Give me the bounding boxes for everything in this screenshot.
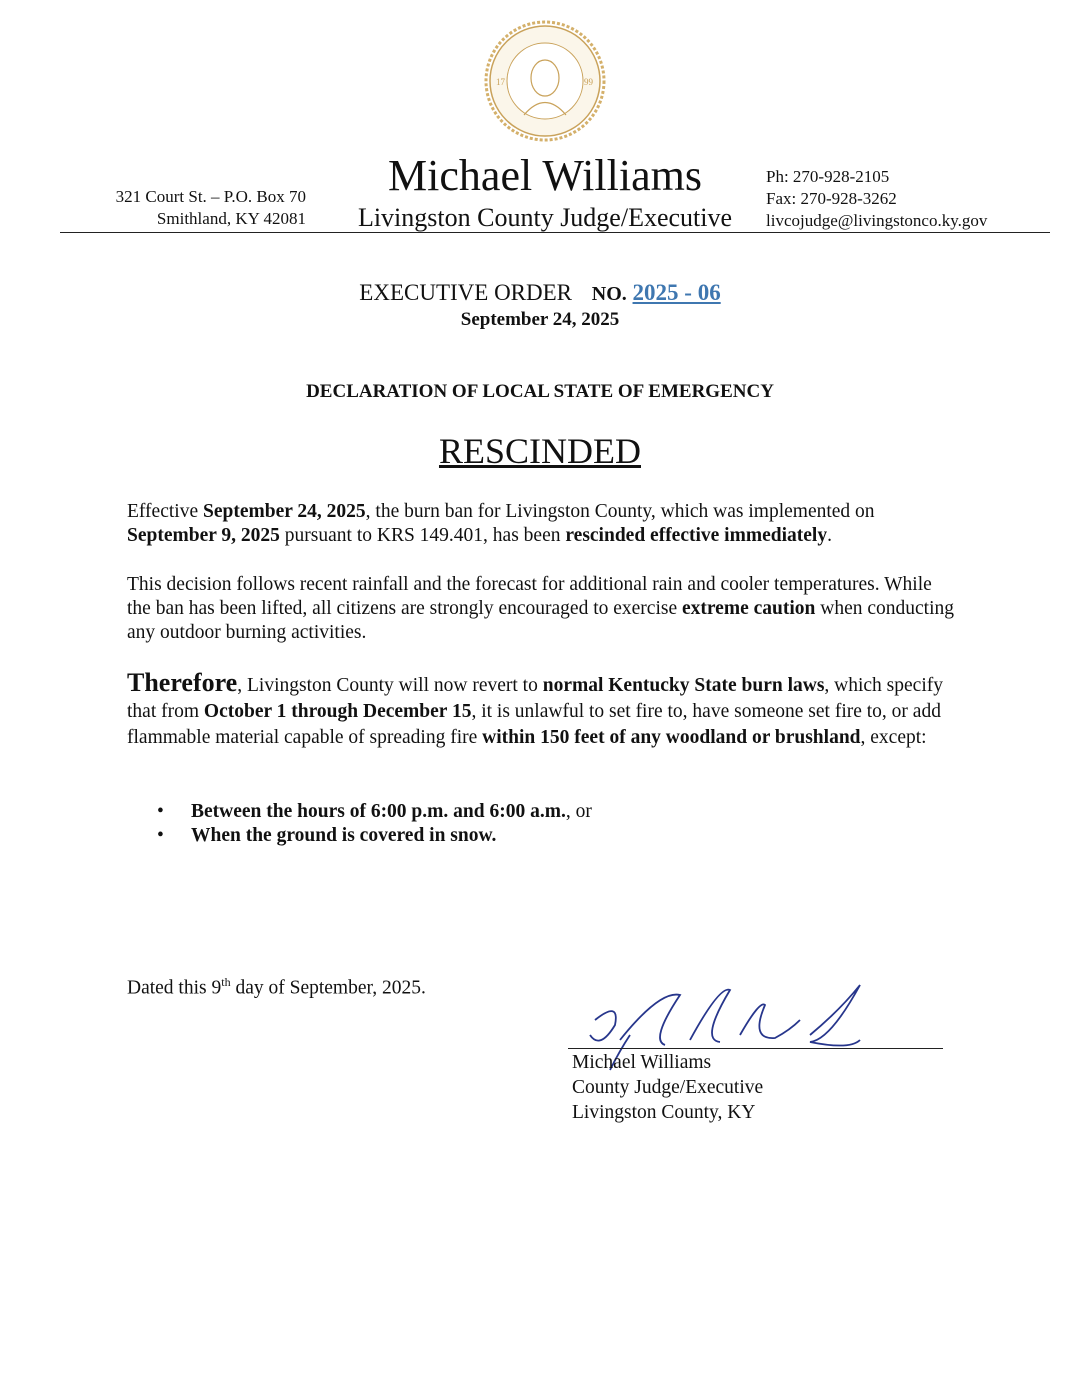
text-run: , which specify that from [127,675,943,722]
text-run: September 9, 2025 [127,525,280,546]
address-line: 321 Court St. – P.O. Box 70 [115,187,306,206]
svg-text:99: 99 [584,77,593,87]
list-item [127,824,957,848]
text-run: day of September, 2025. [230,977,426,999]
text-run: when conducting any outdoor burning activities. [127,598,955,643]
text-run: within 150 feet of any woodland or brushland [482,727,861,748]
text-run: October 1 through December 15 [203,701,472,722]
text-run: , or [565,801,592,822]
order-heading [0,280,1080,306]
text-run: When the ground is covered in snow. [191,825,497,846]
status-heading: RESCINDED [438,431,641,471]
official-title: Livingston County Judge/Executive [357,203,733,232]
text-run: normal Kentucky State burn laws [542,675,825,696]
text-run: , except: [860,727,927,748]
signer-place: Livingston County, KY [572,1102,756,1123]
order-label: EXECUTIVE ORDER [359,280,573,305]
text-run: extreme caution [681,598,816,619]
mailing-address [60,186,306,230]
phone: Ph: 270-928-2105 [766,167,890,186]
signer-name: Michael Williams [572,1052,712,1073]
text-run: th [221,975,231,989]
signer-title: County Judge/Executive [572,1077,764,1098]
declaration-heading: DECLARATION OF LOCAL STATE OF EMERGENCY [306,381,774,402]
header-divider [60,232,1050,233]
paragraph-effective [127,500,957,548]
signature-block [572,1050,763,1125]
svg-text:17: 17 [496,77,505,87]
contact-info [766,166,987,232]
text-run: Between the hours of 6:00 p.m. and 6:00 a.m. [191,801,566,822]
text-run: Therefore [127,668,238,697]
county-seal-icon [484,20,606,142]
order-number: 2025 - 06 [632,280,721,305]
official-name: Michael Williams [388,151,702,200]
exceptions-list [127,800,957,848]
text-run: This decision follows recent rainfall and the forecast for additional rain and cooler temperatures. While the ban has been lifted, all citizens are strongly encouraged to exercise [127,574,932,619]
list-item [127,800,957,824]
text-run: Effective [127,501,203,522]
dated-line [127,975,426,1000]
text-run: rescinded effective immediately [565,525,828,546]
text-run: pursuant to KRS 149.401, has been [279,525,566,546]
text-run: , it is unlawful to set fire to, have someone set fire to, or add flammable material capable of spreading fire [127,701,941,748]
order-date: September 24, 2025 [460,309,620,330]
text-run: . [827,525,832,546]
paragraph-therefore [127,670,957,751]
text-run: September 24, 2025 [202,501,366,522]
address-line: Smithland, KY 42081 [156,209,306,228]
fax: Fax: 270-928-3262 [766,189,897,208]
paragraph-caution [127,573,957,645]
text-run: , Livingston County will now revert to [237,675,543,696]
text-run: Dated this 9 [127,977,222,999]
email: livcojudge@livingstonco.ky.gov [766,211,988,230]
signature-line [568,1048,943,1049]
order-no-label: NO. [591,283,627,305]
text-run: , the burn ban for Livingston County, which was implemented on [365,501,875,522]
